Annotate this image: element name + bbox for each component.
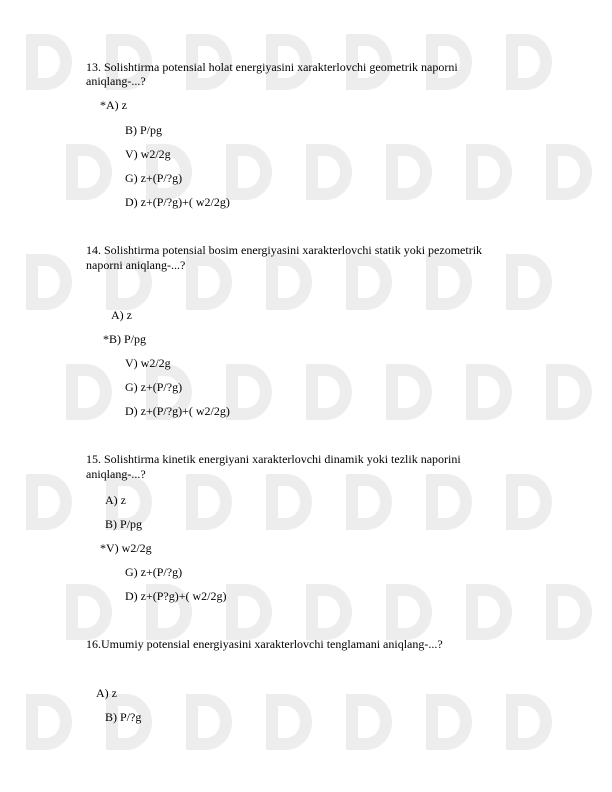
watermark-mark [500,470,564,534]
watermark-mark [540,140,604,204]
watermark-mark [420,690,484,754]
question-16-option-a: A) z [96,686,117,700]
question-14-title-cont: naporni aniqlang-...? [86,258,186,272]
watermark-mark [540,360,604,424]
watermark-mark [380,140,444,204]
question-13-option-v: V) w2/2g [125,147,171,161]
watermark-mark [500,250,564,314]
watermark-mark [20,30,84,94]
watermark-mark [20,690,84,754]
question-13-option-g: G) z+(P/?g) [125,171,183,185]
watermark-mark [60,360,124,424]
watermark-mark [460,580,524,644]
watermark-mark [60,580,124,644]
watermark-mark [340,690,404,754]
watermark-mark [260,250,324,314]
watermark-mark [500,30,564,94]
watermark-mark [60,140,124,204]
question-13-option-a: *A) z [100,98,127,112]
question-14-option-b: *B) P/pg [103,332,147,346]
question-14-option-d: D) z+(P/?g)+( w2/2g) [125,404,230,418]
question-13-option-b: B) P/pg [125,123,163,137]
question-13-title-cont: aniqlang-...? [86,74,146,88]
watermark-mark [300,140,364,204]
watermark-mark [500,690,564,754]
watermark-mark [220,580,284,644]
question-16-option-b: B) P/?g [105,710,142,724]
watermark-mark [180,690,244,754]
question-14-option-a: A) z [111,308,132,322]
question-15-option-v: *V) w2/2g [100,541,152,555]
watermark-mark [260,690,324,754]
question-14-option-v: V) w2/2g [125,356,171,370]
watermark-mark [420,250,484,314]
question-15-title-cont: aniqlang-...? [86,467,146,481]
watermark-mark [380,360,444,424]
watermark-mark [20,250,84,314]
watermark-mark [460,140,524,204]
watermark-mark [340,250,404,314]
question-15-option-a: A) z [105,493,126,507]
watermark-mark [180,250,244,314]
question-15-option-b: B) P/pg [105,517,143,531]
watermark-mark [460,360,524,424]
watermark-mark [380,580,444,644]
watermark-mark [300,360,364,424]
question-15-option-g: G) z+(P/?g) [125,565,183,579]
question-16-title: 16.Umumiy potensial energiyasini xarakterlovchi tenglamani aniqlang-...? [86,637,443,651]
watermark-mark [20,470,84,534]
watermark-mark [540,580,604,644]
watermark-mark [180,470,244,534]
question-14-option-g: G) z+(P/?g) [125,380,183,394]
watermark-mark [260,470,324,534]
watermark-mark [300,580,364,644]
watermark-mark [340,470,404,534]
question-13-option-d: D) z+(P/?g)+( w2/2g) [125,195,230,209]
question-14-title: 14. Solishtirma potensial bosim energiyasini xarakterlovchi statik yoki pezometrik [86,243,483,257]
watermark-mark [420,470,484,534]
question-15-title: 15. Solishtirma kinetik energiyani xarakterlovchi dinamik yoki tezlik naporini [86,452,461,466]
question-15-option-d: D) z+(P?g)+( w2/2g) [125,589,227,603]
question-13-title: 13. Solishtirma potensial holat energiyasini xarakterlovchi geometrik naporni [86,60,458,74]
